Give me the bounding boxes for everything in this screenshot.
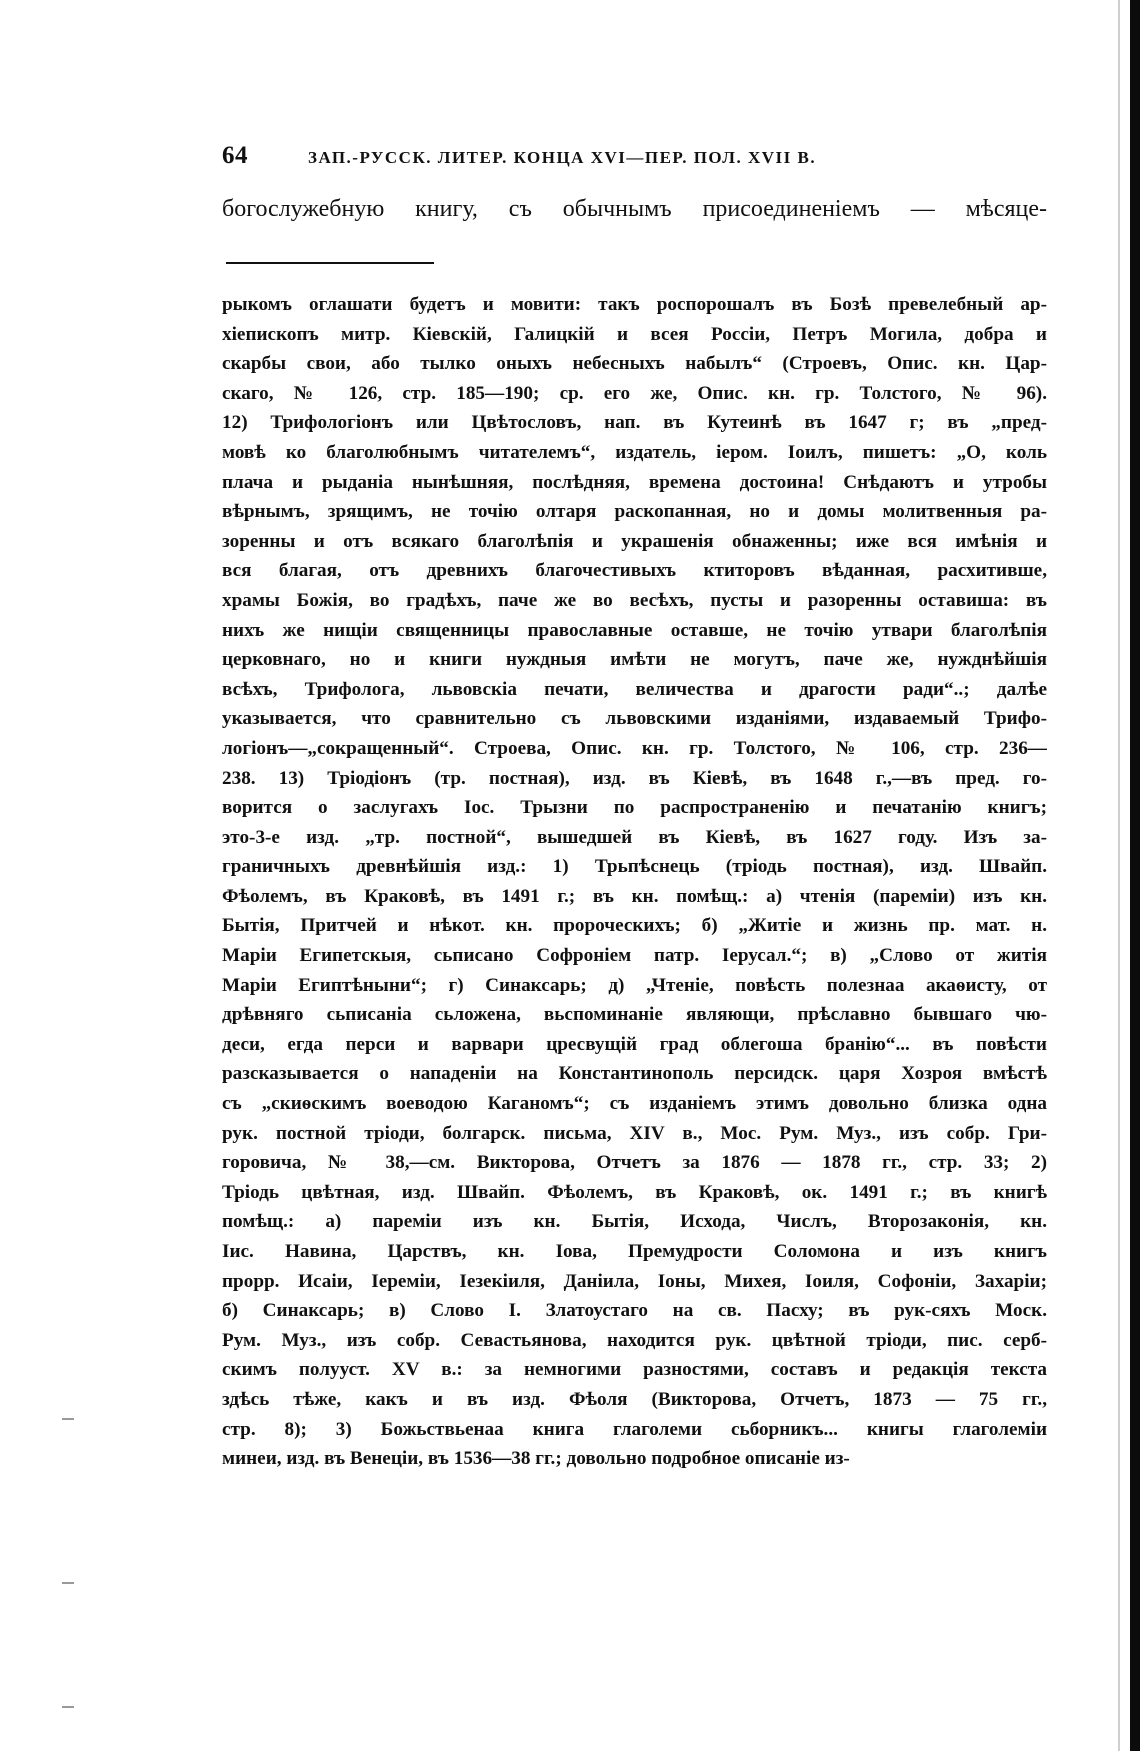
footnote-line: всѣхъ, Трифолога, львовскiа печати, величества и драгости ради“..; далѣе <box>222 678 1047 700</box>
footnote-line: это-3-е изд. „тр. постной“, вышедшей въ Кiевѣ, въ 1627 году. Изъ за- <box>222 826 1047 848</box>
footnote-line: вся благая, отъ древнихъ благочестивыхъ ктиторовъ вѣданная, расхитивше, <box>222 560 1047 582</box>
footnote-block <box>222 290 1047 1474</box>
footnote-line: храмы Божiя, во градѣхъ, паче же во весѣхъ, пусты и разоренны оставиша: въ <box>222 589 1047 611</box>
footnote-line: Iис. Навина, Царствъ, кн. Iова, Премудрости Соломона и изъ книгъ <box>222 1241 1047 1262</box>
footnote-line: церковнаго, но и книги нуждныя имѣти не могутъ, паче же, нужднѣйшiя <box>222 649 1047 671</box>
footnote-line: деси, егда перси и варвари цресвущiй град облегоша бранiю“... въ повѣсти <box>222 1033 1047 1055</box>
footnote-line: рыкомъ оглашати будетъ и мовити: такъ роспорошалъ въ Бозѣ превелебный ар- <box>222 294 1047 315</box>
footnote-line: рук. постной трiоди, болгарск. письма, XIV в., Мос. Рум. Муз., изъ собр. Гри- <box>222 1122 1047 1144</box>
footnote-line: Фѣолемъ, въ Краковѣ, въ 1491 г.; въ кн. помѣщ.: а) чтенiя (паремiи) изъ кн. <box>222 885 1047 907</box>
footnote-line: логiонъ—„сокращенный“. Строева, Опис. кн. гр. Толстого, № 106, стр. 236— <box>222 737 1047 759</box>
footnote-line: граничныхъ древнѣйшiя изд.: 1) Трьпѣснець (трiодь постная), изд. Швайп. <box>222 856 1047 878</box>
footnote-line: горовича, № 38,—см. Викторова, Отчетъ за 1876 — 1878 гг., стр. 33; 2) <box>222 1152 1047 1174</box>
footnote-line: здѣсь тѣже, какъ и въ изд. Фѣоля (Викторова, Отчетъ, 1873 — 75 гг., <box>222 1388 1047 1410</box>
footnote-line: ворится о заслугахъ Iос. Трызни по распространенiю и печатанiю книгъ; <box>222 797 1047 819</box>
margin-mark <box>62 1706 74 1708</box>
footnote-line: прорр. Исаiи, Iеремiи, Iезекiиля, Данiила, Iоны, Михея, Iоиля, Софонiи, Захарiи; <box>222 1270 1047 1292</box>
footnote-line: помѣщ.: а) паремiи изъ кн. Бытiя, Исхода, Числъ, Второзаконiя, кн. <box>222 1211 1047 1233</box>
footnote-line: хiепископъ митр. Кiевскiй, Галицкiй и всея Россiи, Петръ Могила, добра и <box>222 323 1047 345</box>
footnote-line: Рум. Муз., изъ собр. Севастьянова, находится рук. цвѣтной трiоди, пис. серб- <box>222 1329 1047 1351</box>
footnote-line: скаго, № 126, стр. 185—190; ср. его же, Опис. кн. гр. Толстого, № 96). <box>222 382 1047 404</box>
footnote-line: минеи, изд. въ Венецiи, въ 1536—38 гг.; довольно подробное описанiе из- <box>222 1448 850 1470</box>
page-header <box>222 142 1042 176</box>
margin-mark <box>62 1418 74 1420</box>
footnote-line: 238. 13) Трiодiонъ (тр. постная), изд. въ Кiевѣ, въ 1648 г.,—въ пред. го- <box>222 767 1047 789</box>
footnote-line: Марiи Египетскыя, сьписано Софронiем патр. Iерусал.“; в) „Слово от житiя <box>222 945 1047 967</box>
footnote-line: нихъ же нищiи священницы православные оставше, не точiю утвари благолѣпiя <box>222 619 1047 641</box>
footnote-line: б) Синаксарь; в) Слово I. Златоустаго на св. Пасху; въ рук-сяхъ Моск. <box>222 1300 1047 1322</box>
footnote-line: скарбы свои, або тылко оныхъ небесныхъ набылъ“ (Строевъ, Опис. кн. Цар- <box>222 353 1047 375</box>
footnote-separator <box>226 262 434 264</box>
page-edge-line <box>1118 0 1120 1751</box>
footnote-line: дрѣвняго сьписанiа сьложена, вьспоминанiе являющи, прѣславно бывшаго чю- <box>222 1004 1047 1026</box>
page-edge-shadow <box>1130 0 1140 1751</box>
footnote-line: вѣрнымъ, зрящимъ, не точiю олтаря раскопанная, но и домы молитвенныя ра- <box>222 501 1047 523</box>
footnote-line: Трiодь цвѣтная, изд. Швайп. Фѣолемъ, въ Краковѣ, ок. 1491 г.; въ книгѣ <box>222 1181 1047 1203</box>
footnote-line: указывается, что сравнительно съ львовскими изданiями, издаваемый Трифо- <box>222 708 1047 730</box>
footnote-line: Марiи Египтѣныни“; г) Синаксарь; д) „Чтенiе, повѣсть полезнаа акаѳисту, от <box>222 974 1047 996</box>
footnote-line: стр. 8); 3) Божьствьенаа книга глаголеми сьборникъ... книгы глаголемiи <box>222 1418 1047 1440</box>
main-text-line: богослужебную книгу, съ обычнымъ присоединенiемъ — мѣсяце- <box>222 196 1047 222</box>
margin-mark <box>62 1582 74 1584</box>
footnote-line: съ „скиѳскимъ воеводою Каганомъ“; съ изданiемъ этимъ довольно близка одна <box>222 1093 1047 1115</box>
footnote-line: мовѣ ко благолюбнымъ читателемъ“, издатель, iером. Iоилъ, пишетъ: „О, коль <box>222 441 1047 463</box>
footnote-line: зоренны и отъ всякаго благолѣпiя и украшенiя обнаженны; иже вся имѣнiя и <box>222 530 1047 552</box>
footnote-line: 12) Трифологiонъ или Цвѣтословъ, нап. въ Кутеинѣ въ 1647 г; въ „пред- <box>222 412 1047 434</box>
footnote-line: Бытiя, Притчей и нѣкот. кн. пророческихъ; б) „Житiе и жизнь пр. мат. н. <box>222 915 1047 937</box>
footnote-line: плача и рыданiа нынѣшняя, послѣдняя, времена достоина! Снѣдаютъ и утробы <box>222 471 1047 493</box>
running-title: ЗАП.-РУССК. ЛИТЕР. КОНЦА XVI—ПЕР. ПОЛ. XVII В. <box>308 148 817 167</box>
footnote-line: разсказывается о нападенiи на Константинополь персидск. царя Хозроя вмѣстѣ <box>222 1063 1047 1085</box>
footnote-line: скимъ полууст. XV в.: за немногими разностями, составъ и редакцiя текста <box>222 1359 1047 1381</box>
page-number: 64 <box>222 142 248 169</box>
